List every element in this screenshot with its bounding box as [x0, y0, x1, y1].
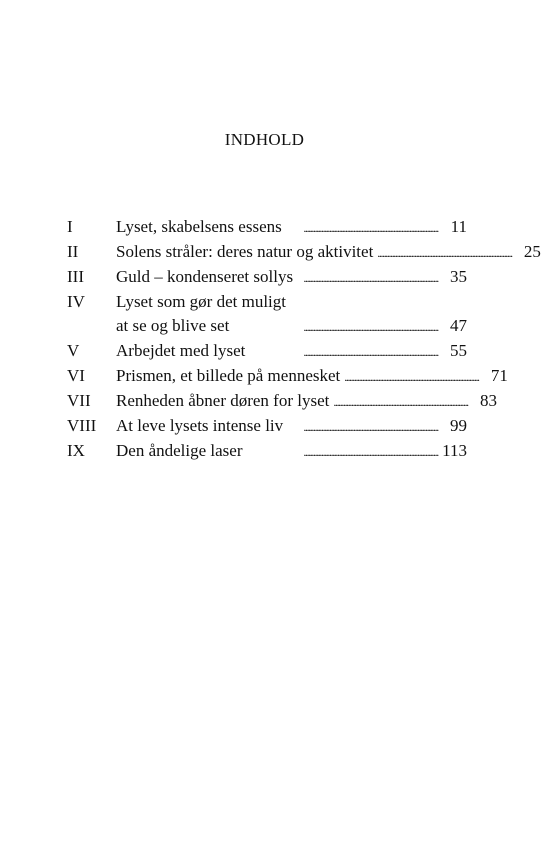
toc-entry[interactable]: [67, 389, 497, 414]
toc-entry[interactable]: [67, 265, 467, 290]
chapter-title: Renheden åbner døren for lyset: [116, 391, 330, 410]
page-title: INDHOLD: [224, 130, 305, 149]
chapter-title: Den åndelige laser: [116, 441, 243, 460]
dot-leader: [282, 215, 441, 240]
chapter-title: Solens stråler: deres natur og aktivitet: [116, 242, 374, 261]
dot-leader: [283, 414, 441, 439]
chapter-title: Lyset, skabelsens essens: [116, 217, 282, 236]
page-number: 55: [450, 341, 467, 360]
dot-leader: [373, 240, 515, 265]
chapter-number: I: [67, 217, 73, 236]
dot-leader: [293, 265, 441, 290]
chapter-title-line-1: Lyset som gør det muligt: [116, 292, 286, 311]
chapter-title: At leve lysets intense liv: [116, 416, 284, 435]
dot-leader: [245, 339, 441, 364]
page-number: 71: [490, 366, 508, 385]
toc-entry[interactable]: [67, 339, 467, 364]
dot-leader: [340, 364, 482, 389]
chapter-title: Guld – kondenseret sollys: [116, 267, 294, 286]
chapter-title: Arbejdet med lyset: [116, 341, 246, 360]
chapter-number: III: [67, 267, 84, 286]
page-number: 113: [442, 441, 467, 460]
dot-leader: [229, 314, 441, 339]
chapter-title: at se og blive set: [116, 316, 230, 335]
page-number: 35: [450, 267, 467, 286]
toc-entry[interactable]: [67, 215, 467, 240]
toc-entry[interactable]: [67, 290, 467, 339]
toc-entry[interactable]: [67, 240, 541, 265]
chapter-title: Prismen, et billede på mennesket: [116, 366, 341, 385]
chapter-number: IX: [67, 441, 85, 460]
toc-entry[interactable]: [67, 414, 467, 439]
chapter-number: V: [67, 341, 80, 360]
dot-leader: [329, 389, 471, 414]
page-number: 99: [450, 416, 467, 435]
toc-entry[interactable]: [67, 439, 467, 464]
chapter-number: VIII: [67, 416, 97, 435]
page-number: 83: [479, 391, 497, 410]
dot-leader: [243, 439, 442, 464]
page-number: 47: [450, 316, 467, 335]
page-number: 25: [523, 242, 541, 261]
chapter-number: VII: [67, 391, 91, 410]
chapter-number: IV: [67, 292, 85, 311]
page-number: 11: [450, 217, 467, 236]
chapter-number: II: [67, 242, 79, 261]
chapter-number: VI: [67, 366, 85, 385]
table-of-contents: [67, 215, 541, 464]
toc-entry[interactable]: [67, 364, 508, 389]
